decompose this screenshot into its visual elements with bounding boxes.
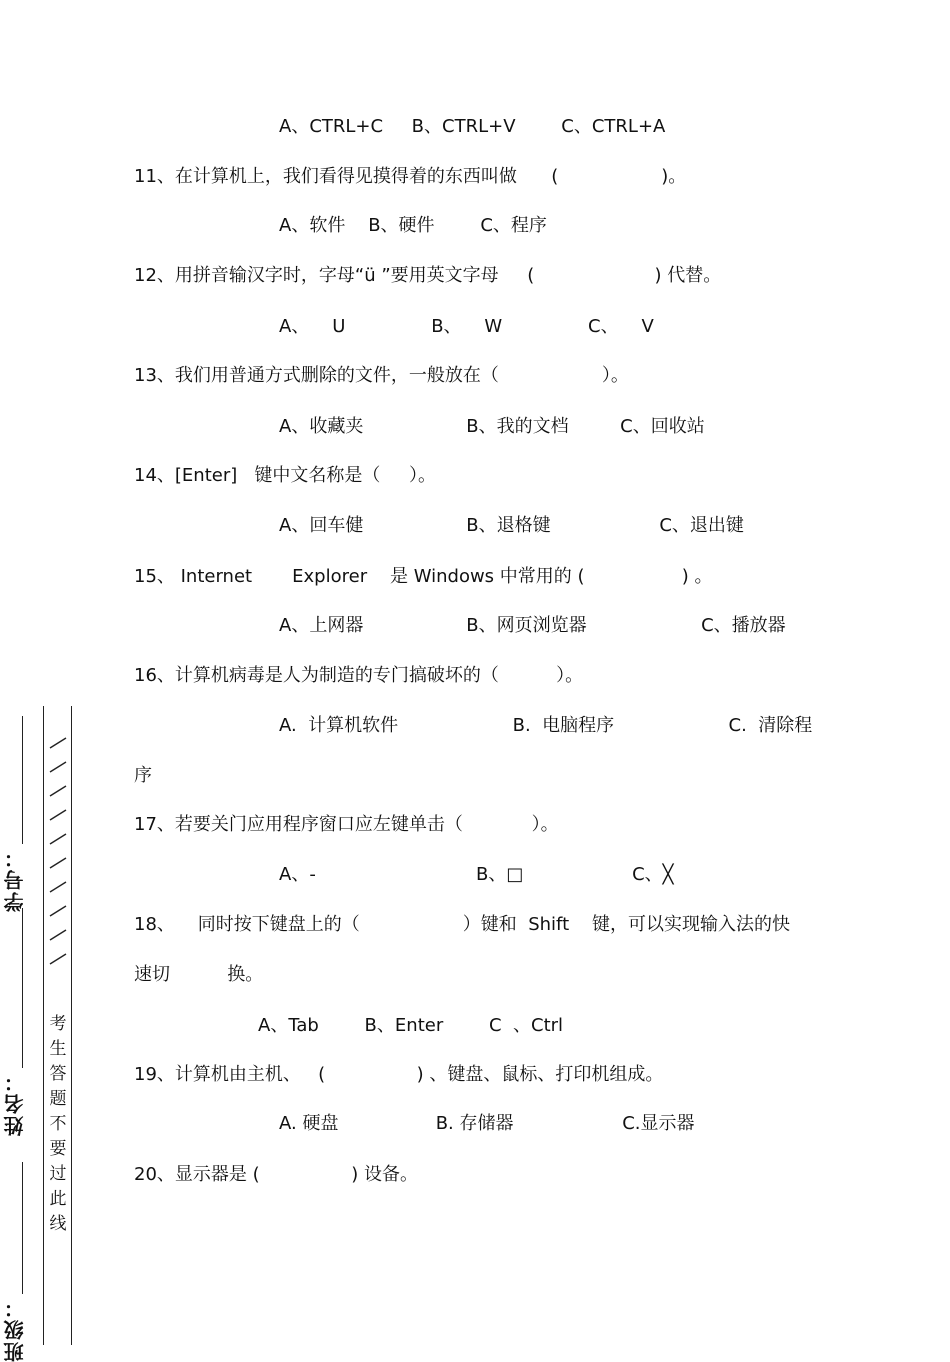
option-line-19: A. 硬盘 B. 存储器 C.显示器 — [279, 1113, 695, 1134]
question-11: 11、在计算机上，我们看得见摸得着的东西叫做 ( )。 — [134, 166, 687, 187]
margin-warning: 考生答题不要过此线 — [49, 1014, 67, 1234]
question-18-wrap: 速切 换。 — [134, 964, 264, 985]
option-line-16: A. 计算机软件 B. 电脑程序 C. 清除程 — [279, 715, 813, 736]
option-line-15: A、上网器 B、网页浏览器 C、播放器 — [279, 615, 786, 636]
option-line-16-wrap: 序 — [134, 765, 152, 786]
field-line-xuehao — [22, 716, 23, 844]
option-line-10: A、CTRL+C B、CTRL+V C、CTRL+A — [279, 116, 666, 137]
question-17: 17、若要关门应用程序窗口应左键单击（ ）。 — [134, 814, 559, 835]
binding-line-outer — [43, 706, 44, 1345]
field-label-xingming: 姓名： — [3, 1070, 27, 1136]
option-line-11: A、软件 B、硬件 C、程序 — [279, 215, 547, 236]
option-line-17: A、- B、□ C、╳ — [279, 864, 674, 885]
option-line-14: A、回车健 B、退格键 C、退出键 — [279, 515, 744, 536]
binding-line-inner — [71, 706, 72, 1345]
question-13: 13、我们用普通方式删除的文件，一般放在（ ）。 — [134, 365, 629, 386]
question-14: 14、[Enter] 键中文名称是（ ）。 — [134, 465, 437, 486]
field-line-xingming — [22, 908, 23, 1068]
option-line-18: A、Tab B、Enter C 、Ctrl — [258, 1015, 564, 1036]
field-label-xuehao: 学号： — [3, 846, 27, 912]
question-20: 20、显示器是 ( ) 设备。 — [134, 1164, 418, 1185]
question-19: 19、计算机由主机、 ( ) 、键盘、鼠标、打印机组成。 — [134, 1064, 664, 1085]
question-18: 18、 同时按下键盘上的（ ）键和 Shift 键，可以实现输入法的快 — [134, 914, 791, 935]
option-line-13: A、收藏夹 B、我的文档 C、回收站 — [279, 416, 705, 437]
slash-marks — [48, 734, 68, 974]
question-16: 16、计算机病毒是人为制造的专门搞破坏的（ ）。 — [134, 665, 584, 686]
question-12: 12、用拼音输汉字时，字母“ü ”要用英文字母 ( ) 代替。 — [134, 265, 722, 286]
question-15: 15、 Internet Explorer 是 Windows 中常用的 ( ) 。 — [134, 566, 713, 587]
field-label-banji: 班级： — [3, 1296, 27, 1362]
field-line-banji — [22, 1162, 23, 1294]
option-line-12: A、 U B、 W C、 V — [279, 316, 654, 337]
